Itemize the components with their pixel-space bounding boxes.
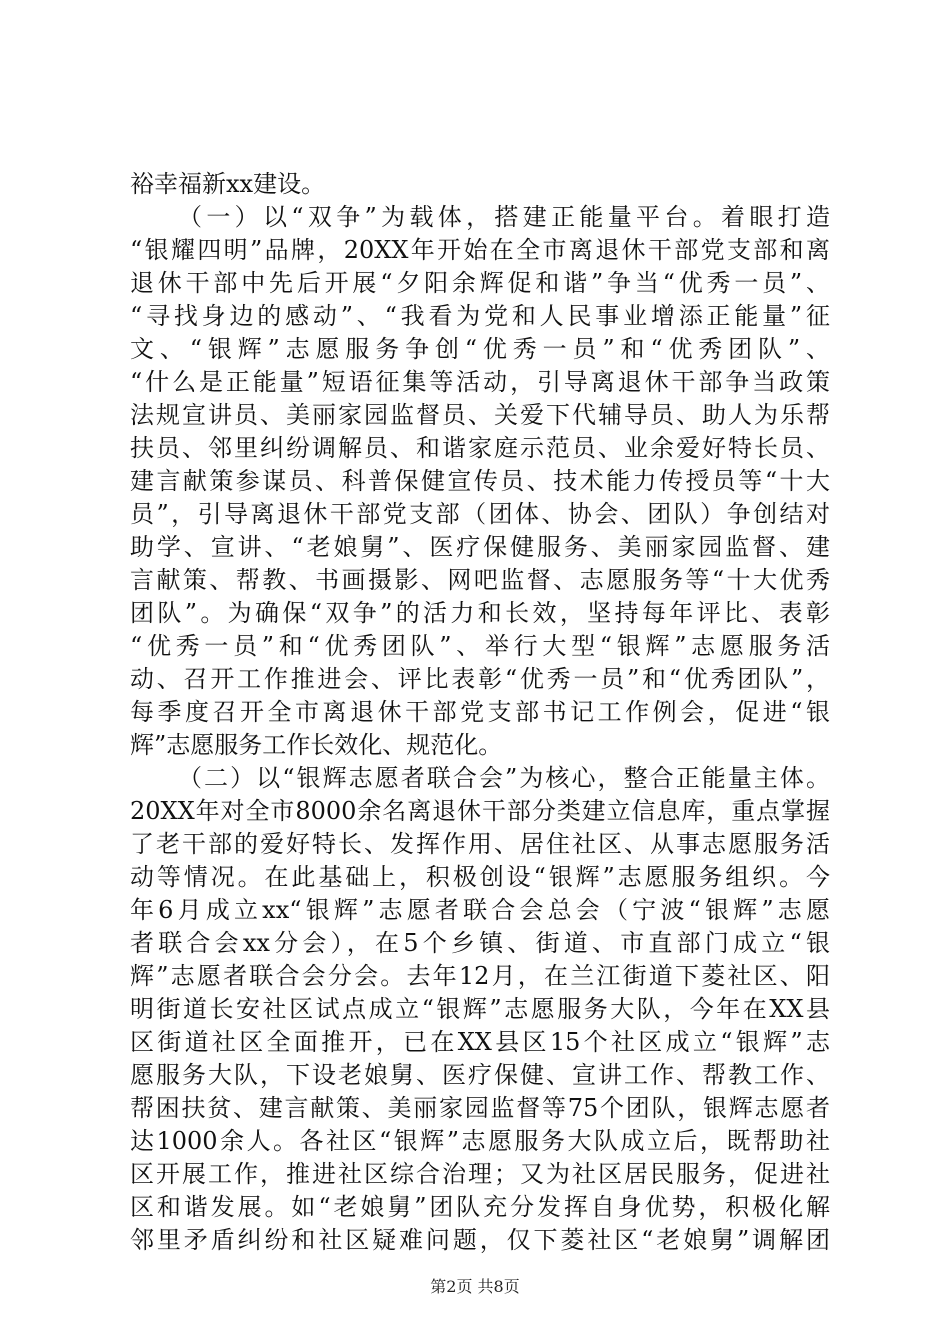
text-line: 文、“银辉”志愿服务争创“优秀一员”和“优秀团队”、 bbox=[130, 335, 830, 363]
page-number: 第2页 共8页 bbox=[430, 1277, 520, 1296]
paragraph-start-line: （二）以“银辉志愿者联合会”为核心，整合正能量主体。 bbox=[178, 764, 830, 792]
text-line: 区街道社区全面推开，已在XX县区15个社区成立“银辉”志 bbox=[130, 1028, 830, 1056]
text-line: 达1000余人。各社区“银辉”志愿服务大队成立后，既帮助社 bbox=[130, 1127, 830, 1155]
text-line: “银耀四明”品牌，20XX年开始在全市离退休干部党支部和离 bbox=[130, 236, 830, 264]
text-line: 退休干部中先后开展“夕阳余辉促和谐”争当“优秀一员”、 bbox=[130, 269, 830, 297]
text-line: 帮困扶贫、建言献策、美丽家园监督等75个团队，银辉志愿者 bbox=[130, 1094, 830, 1122]
text-line: 年6月成立xx“银辉”志愿者联合会总会（宁波“银辉”志愿 bbox=[130, 896, 830, 924]
text-line: 了老干部的爱好特长、发挥作用、居住社区、从事志愿服务活 bbox=[130, 830, 830, 858]
text-line: 裕幸福新xx建设。 bbox=[130, 170, 326, 198]
text-line: “什么是正能量”短语征集等活动，引导离退休干部争当政策 bbox=[130, 368, 830, 396]
paragraph-start-line: （一）以“双争”为载体，搭建正能量平台。着眼打造 bbox=[178, 203, 830, 231]
text-line: 辉”志愿者联合会分会。去年12月，在兰江街道下菱社区、阳 bbox=[130, 962, 830, 990]
text-line: 区开展工作，推进社区综合治理；又为社区居民服务，促进社 bbox=[130, 1160, 830, 1188]
text-line: 明街道长安社区试点成立“银辉”志愿服务大队，今年在XX县 bbox=[130, 995, 830, 1023]
text-line: 助学、宣讲、“老娘舅”、医疗保健服务、美丽家园监督、建 bbox=[130, 533, 830, 561]
text-line: 每季度召开全市离退休干部党支部书记工作例会，促进“银 bbox=[130, 698, 830, 726]
text-line: 区和谐发展。如“老娘舅”团队充分发挥自身优势，积极化解 bbox=[130, 1193, 830, 1221]
text-line: 愿服务大队，下设老娘舅、医疗保健、宣讲工作、帮教工作、 bbox=[130, 1061, 830, 1089]
text-line: 法规宣讲员、美丽家园监督员、关爱下代辅导员、助人为乐帮 bbox=[130, 401, 830, 429]
text-line: 建言献策参谋员、科普保健宣传员、技术能力传授员等“十大 bbox=[130, 467, 830, 495]
text-line: 者联合会xx分会），在5个乡镇、街道、市直部门成立“银 bbox=[130, 929, 830, 957]
document-body bbox=[130, 168, 830, 1257]
text-line: 动、召开工作推进会、评比表彰“优秀一员”和“优秀团队”， bbox=[130, 665, 830, 693]
text-line: 邻里矛盾纠纷和社区疑难问题，仅下菱社区“老娘舅”调解团 bbox=[130, 1226, 830, 1254]
text-line: 员”，引导离退休干部党支部（团体、协会、团队）争创结对 bbox=[130, 500, 830, 528]
text-line: 动等情况。在此基础上，积极创设“银辉”志愿服务组织。今 bbox=[130, 863, 830, 891]
text-line: 言献策、帮教、书画摄影、网吧监督、志愿服务等“十大优秀 bbox=[130, 566, 830, 594]
text-line: 团队”。为确保“双争”的活力和长效，坚持每年评比、表彰 bbox=[130, 599, 830, 627]
text-line: “寻找身边的感动”、“我看为党和人民事业增添正能量”征 bbox=[130, 302, 830, 330]
text-line: “优秀一员”和“优秀团队”、举行大型“银辉”志愿服务活 bbox=[130, 632, 830, 660]
page-footer bbox=[0, 1274, 950, 1297]
text-line: 辉”志愿服务工作长效化、规范化。 bbox=[130, 731, 503, 759]
text-line: 扶员、邻里纠纷调解员、和谐家庭示范员、业余爱好特长员、 bbox=[130, 434, 830, 462]
text-line: 20XX年对全市8000余名离退休干部分类建立信息库，重点掌握 bbox=[130, 797, 830, 825]
